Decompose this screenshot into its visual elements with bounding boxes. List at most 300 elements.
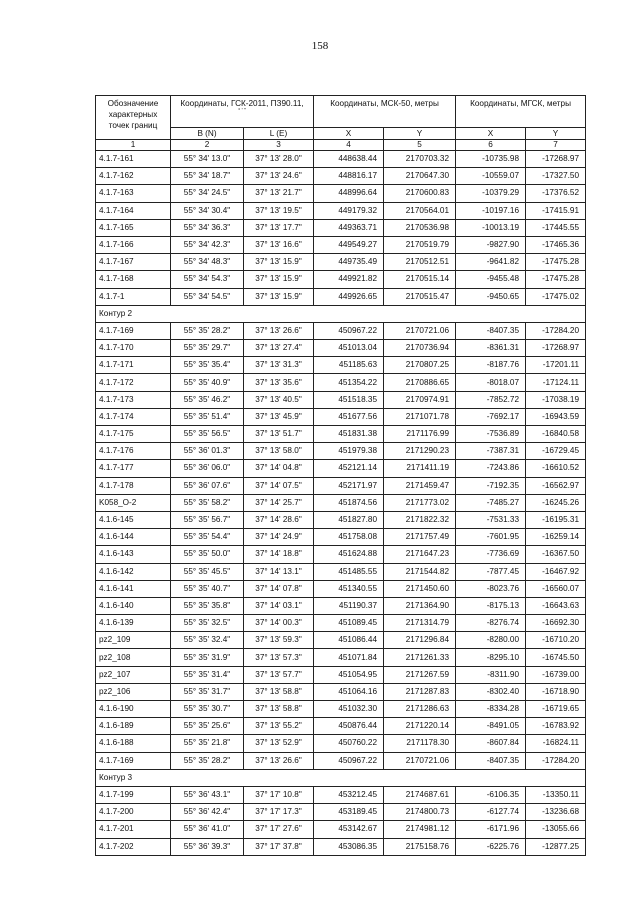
table-row: [96, 580, 586, 597]
msk-x-cell: 450967.22: [314, 752, 384, 769]
mgsk-x-cell: -6127.74: [456, 804, 526, 821]
msk-x-cell: 451874.56: [314, 494, 384, 511]
latitude-cell: 55° 35' 32.5": [171, 615, 244, 632]
header-point-designation: Обозначение характерных точек границ: [96, 96, 171, 140]
longitude-cell: 37° 13' 16.6": [244, 236, 314, 253]
longitude-cell: 37° 13' 45.9": [244, 408, 314, 425]
point-cell: 4.1.6-190: [96, 701, 171, 718]
longitude-cell: 37° 13' 26.6": [244, 322, 314, 339]
point-cell: 4.1.7-175: [96, 426, 171, 443]
table-row: [96, 683, 586, 700]
msk-y-cell: 2171178.30: [384, 735, 456, 752]
mgsk-y-cell: -17475.28: [526, 254, 586, 271]
latitude-cell: 55° 35' 40.9": [171, 374, 244, 391]
point-cell: 4.1.6-145: [96, 511, 171, 528]
table-header-row: [96, 96, 586, 128]
mgsk-x-cell: -9455.48: [456, 271, 526, 288]
msk-y-cell: 2170647.30: [384, 168, 456, 185]
table-row: [96, 477, 586, 494]
msk-y-cell: 2174800.73: [384, 804, 456, 821]
msk-x-cell: 451089.45: [314, 615, 384, 632]
msk-x-cell: 451831.38: [314, 426, 384, 443]
longitude-cell: 37° 13' 31.3": [244, 357, 314, 374]
msk-y-cell: 2171290.23: [384, 443, 456, 460]
table-row: [96, 236, 586, 253]
msk-y-cell: 2170519.79: [384, 236, 456, 253]
point-cell: 4.1.7-1: [96, 288, 171, 305]
msk-y-cell: 2171286.63: [384, 701, 456, 718]
mgsk-x-cell: -8491.05: [456, 718, 526, 735]
column-number: 3: [244, 140, 314, 151]
table-row: [96, 151, 586, 168]
mgsk-y-cell: -16245.26: [526, 494, 586, 511]
msk-x-cell: 451013.04: [314, 340, 384, 357]
latitude-cell: 55° 36' 07.6": [171, 477, 244, 494]
latitude-cell: 55° 34' 54.5": [171, 288, 244, 305]
point-cell: 4.1.7-163: [96, 185, 171, 202]
mgsk-y-cell: -16195.31: [526, 511, 586, 528]
mgsk-y-cell: -16739.00: [526, 666, 586, 683]
mgsk-y-cell: -17415.91: [526, 202, 586, 219]
latitude-cell: 55° 35' 30.7": [171, 701, 244, 718]
mgsk-x-cell: -8407.35: [456, 322, 526, 339]
column-number-row: [96, 140, 586, 151]
table-row: [96, 529, 586, 546]
point-cell: K058_O-2: [96, 494, 171, 511]
header-gsk-units: ° ' ": [238, 108, 246, 114]
msk-y-cell: 2170703.32: [384, 151, 456, 168]
mgsk-x-cell: -6106.35: [456, 786, 526, 803]
latitude-cell: 55° 36' 41.0": [171, 821, 244, 838]
subheader-l: L (E): [244, 128, 314, 140]
msk-y-cell: 2171450.60: [384, 580, 456, 597]
mgsk-x-cell: -7852.72: [456, 391, 526, 408]
table-row: [96, 752, 586, 769]
msk-y-cell: 2171411.19: [384, 460, 456, 477]
latitude-cell: 55° 35' 28.2": [171, 752, 244, 769]
coordinates-table: [95, 95, 586, 856]
latitude-cell: 55° 35' 56.5": [171, 426, 244, 443]
msk-y-cell: 2171822.32: [384, 511, 456, 528]
mgsk-x-cell: -8187.76: [456, 357, 526, 374]
latitude-cell: 55° 35' 40.7": [171, 580, 244, 597]
table-row: [96, 408, 586, 425]
msk-x-cell: 451086.44: [314, 632, 384, 649]
longitude-cell: 37° 13' 26.6": [244, 752, 314, 769]
longitude-cell: 37° 17' 17.3": [244, 804, 314, 821]
point-cell: 4.1.7-168: [96, 271, 171, 288]
mgsk-y-cell: -16710.20: [526, 632, 586, 649]
mgsk-x-cell: -7736.69: [456, 546, 526, 563]
longitude-cell: 37° 14' 28.6": [244, 511, 314, 528]
longitude-cell: 37° 14' 00.3": [244, 615, 314, 632]
table-row: [96, 494, 586, 511]
mgsk-x-cell: -10559.07: [456, 168, 526, 185]
msk-x-cell: 451054.95: [314, 666, 384, 683]
msk-y-cell: 2170512.51: [384, 254, 456, 271]
longitude-cell: 37° 13' 35.6": [244, 374, 314, 391]
longitude-cell: 37° 13' 17.7": [244, 219, 314, 236]
msk-y-cell: 2171544.82: [384, 563, 456, 580]
mgsk-x-cell: -8276.74: [456, 615, 526, 632]
header-gsk-title: Координаты, ГСК-2011, ПЗ90.11,: [180, 99, 304, 108]
longitude-cell: 37° 14' 07.8": [244, 580, 314, 597]
latitude-cell: 55° 35' 54.4": [171, 529, 244, 546]
mgsk-x-cell: -8607.84: [456, 735, 526, 752]
mgsk-y-cell: -16718.90: [526, 683, 586, 700]
msk-y-cell: 2171287.83: [384, 683, 456, 700]
point-cell: pz2_106: [96, 683, 171, 700]
point-cell: 4.1.6-141: [96, 580, 171, 597]
mgsk-y-cell: -16259.14: [526, 529, 586, 546]
latitude-cell: 55° 35' 50.0": [171, 546, 244, 563]
point-cell: pz2_109: [96, 632, 171, 649]
longitude-cell: 37° 13' 58.0": [244, 443, 314, 460]
msk-x-cell: 448996.64: [314, 185, 384, 202]
latitude-cell: 55° 34' 36.3": [171, 219, 244, 236]
mgsk-x-cell: -8407.35: [456, 752, 526, 769]
mgsk-x-cell: -10735.98: [456, 151, 526, 168]
point-cell: 4.1.6-144: [96, 529, 171, 546]
latitude-cell: 55° 35' 45.5": [171, 563, 244, 580]
section-row: [96, 769, 586, 786]
point-cell: 4.1.7-178: [96, 477, 171, 494]
table-row: [96, 288, 586, 305]
point-cell: 4.1.7-169: [96, 752, 171, 769]
mgsk-x-cell: -10379.29: [456, 185, 526, 202]
msk-x-cell: 450876.44: [314, 718, 384, 735]
mgsk-x-cell: -7601.95: [456, 529, 526, 546]
msk-y-cell: 2175158.76: [384, 838, 456, 855]
point-cell: 4.1.6-188: [96, 735, 171, 752]
mgsk-x-cell: -8018.07: [456, 374, 526, 391]
msk-y-cell: 2170886.65: [384, 374, 456, 391]
msk-x-cell: 448816.17: [314, 168, 384, 185]
point-cell: 4.1.7-164: [96, 202, 171, 219]
longitude-cell: 37° 13' 58.8": [244, 701, 314, 718]
point-cell: 4.1.6-142: [96, 563, 171, 580]
longitude-cell: 37° 13' 27.4": [244, 340, 314, 357]
msk-x-cell: 451624.88: [314, 546, 384, 563]
mgsk-y-cell: -17284.20: [526, 752, 586, 769]
latitude-cell: 55° 35' 29.7": [171, 340, 244, 357]
mgsk-y-cell: -16562.97: [526, 477, 586, 494]
longitude-cell: 37° 13' 52.9": [244, 735, 314, 752]
latitude-cell: 55° 36' 06.0": [171, 460, 244, 477]
msk-x-cell: 452121.14: [314, 460, 384, 477]
mgsk-x-cell: -7877.45: [456, 563, 526, 580]
column-number: 2: [171, 140, 244, 151]
longitude-cell: 37° 14' 03.1": [244, 597, 314, 614]
longitude-cell: 37° 14' 25.7": [244, 494, 314, 511]
msk-x-cell: 449179.32: [314, 202, 384, 219]
latitude-cell: 55° 35' 32.4": [171, 632, 244, 649]
longitude-cell: 37° 13' 19.5": [244, 202, 314, 219]
column-number: 6: [456, 140, 526, 151]
mgsk-y-cell: -17376.52: [526, 185, 586, 202]
longitude-cell: 37° 14' 18.8": [244, 546, 314, 563]
mgsk-x-cell: -10197.16: [456, 202, 526, 219]
msk-x-cell: 451185.63: [314, 357, 384, 374]
latitude-cell: 55° 35' 25.6": [171, 718, 244, 735]
point-cell: 4.1.6-143: [96, 546, 171, 563]
longitude-cell: 37° 17' 27.6": [244, 821, 314, 838]
mgsk-x-cell: -8361.31: [456, 340, 526, 357]
msk-x-cell: 451032.30: [314, 701, 384, 718]
table-row: [96, 563, 586, 580]
msk-x-cell: 449549.27: [314, 236, 384, 253]
latitude-cell: 55° 35' 31.7": [171, 683, 244, 700]
point-cell: 4.1.7-170: [96, 340, 171, 357]
latitude-cell: 55° 36' 42.4": [171, 804, 244, 821]
msk-x-cell: 449363.71: [314, 219, 384, 236]
table-row: [96, 649, 586, 666]
mgsk-y-cell: -13236.68: [526, 804, 586, 821]
table-row: [96, 219, 586, 236]
msk-y-cell: 2171773.02: [384, 494, 456, 511]
point-cell: pz2_107: [96, 666, 171, 683]
table-row: [96, 838, 586, 855]
msk-x-cell: 451071.84: [314, 649, 384, 666]
msk-y-cell: 2170515.14: [384, 271, 456, 288]
msk-x-cell: 449735.49: [314, 254, 384, 271]
longitude-cell: 37° 13' 24.6": [244, 168, 314, 185]
mgsk-x-cell: -8311.90: [456, 666, 526, 683]
msk-x-cell: 451064.16: [314, 683, 384, 700]
msk-y-cell: 2171296.84: [384, 632, 456, 649]
point-cell: 4.1.7-165: [96, 219, 171, 236]
mgsk-y-cell: -16719.65: [526, 701, 586, 718]
point-cell: 4.1.6-140: [96, 597, 171, 614]
table-row: [96, 666, 586, 683]
mgsk-x-cell: -8334.28: [456, 701, 526, 718]
table-row: [96, 718, 586, 735]
mgsk-y-cell: -17327.50: [526, 168, 586, 185]
mgsk-x-cell: -8302.40: [456, 683, 526, 700]
mgsk-x-cell: -7192.35: [456, 477, 526, 494]
msk-y-cell: 2174981.12: [384, 821, 456, 838]
mgsk-y-cell: -16943.59: [526, 408, 586, 425]
msk-x-cell: 450760.22: [314, 735, 384, 752]
mgsk-y-cell: -16560.07: [526, 580, 586, 597]
mgsk-y-cell: -17475.28: [526, 271, 586, 288]
table-row: [96, 254, 586, 271]
table-row: [96, 443, 586, 460]
msk-x-cell: 449921.82: [314, 271, 384, 288]
longitude-cell: 37° 14' 24.9": [244, 529, 314, 546]
column-number: 7: [526, 140, 586, 151]
mgsk-x-cell: -8280.00: [456, 632, 526, 649]
latitude-cell: 55° 34' 18.7": [171, 168, 244, 185]
column-number: 4: [314, 140, 384, 151]
mgsk-x-cell: -6171.96: [456, 821, 526, 838]
point-cell: 4.1.7-176: [96, 443, 171, 460]
msk-y-cell: 2174687.61: [384, 786, 456, 803]
mgsk-y-cell: -13350.11: [526, 786, 586, 803]
mgsk-y-cell: -17475.02: [526, 288, 586, 305]
point-cell: 4.1.7-161: [96, 151, 171, 168]
mgsk-x-cell: -7387.31: [456, 443, 526, 460]
point-cell: 4.1.7-199: [96, 786, 171, 803]
msk-x-cell: 451354.22: [314, 374, 384, 391]
longitude-cell: 37° 13' 15.9": [244, 271, 314, 288]
table-row: [96, 615, 586, 632]
latitude-cell: 55° 34' 13.0": [171, 151, 244, 168]
longitude-cell: 37° 13' 15.9": [244, 254, 314, 271]
subheader-msk-y: Y: [384, 128, 456, 140]
table-row: [96, 511, 586, 528]
point-cell: 4.1.7-172: [96, 374, 171, 391]
point-cell: 4.1.7-173: [96, 391, 171, 408]
mgsk-y-cell: -16367.50: [526, 546, 586, 563]
table-row: [96, 597, 586, 614]
mgsk-x-cell: -7531.33: [456, 511, 526, 528]
table-row: [96, 357, 586, 374]
table-row: [96, 804, 586, 821]
latitude-cell: 55° 35' 46.2": [171, 391, 244, 408]
mgsk-x-cell: -9450.65: [456, 288, 526, 305]
table-row: [96, 168, 586, 185]
section-title: Контур 2: [96, 305, 586, 322]
msk-y-cell: 2171261.33: [384, 649, 456, 666]
table-row: [96, 271, 586, 288]
mgsk-y-cell: -16643.63: [526, 597, 586, 614]
longitude-cell: 37° 13' 57.7": [244, 666, 314, 683]
longitude-cell: 37° 13' 15.9": [244, 288, 314, 305]
longitude-cell: 37° 13' 58.8": [244, 683, 314, 700]
mgsk-y-cell: -16745.50: [526, 649, 586, 666]
mgsk-x-cell: -7485.27: [456, 494, 526, 511]
longitude-cell: 37° 13' 57.3": [244, 649, 314, 666]
msk-y-cell: 2170600.83: [384, 185, 456, 202]
longitude-cell: 37° 13' 55.2": [244, 718, 314, 735]
subheader-msk-x: X: [314, 128, 384, 140]
msk-x-cell: 451190.37: [314, 597, 384, 614]
table-row: [96, 460, 586, 477]
mgsk-y-cell: -12877.25: [526, 838, 586, 855]
msk-x-cell: 448638.44: [314, 151, 384, 168]
point-cell: pz2_108: [96, 649, 171, 666]
msk-y-cell: 2171364.90: [384, 597, 456, 614]
point-cell: 4.1.7-201: [96, 821, 171, 838]
section-title: Контур 3: [96, 769, 586, 786]
point-cell: 4.1.7-202: [96, 838, 171, 855]
mgsk-y-cell: -16840.58: [526, 426, 586, 443]
msk-x-cell: 451677.56: [314, 408, 384, 425]
mgsk-y-cell: -17038.19: [526, 391, 586, 408]
longitude-cell: 37° 13' 28.0": [244, 151, 314, 168]
msk-y-cell: 2170721.06: [384, 752, 456, 769]
point-cell: 4.1.7-200: [96, 804, 171, 821]
latitude-cell: 55° 36' 39.3": [171, 838, 244, 855]
latitude-cell: 55° 35' 56.7": [171, 511, 244, 528]
mgsk-y-cell: -17465.36: [526, 236, 586, 253]
mgsk-x-cell: -8023.76: [456, 580, 526, 597]
mgsk-x-cell: -6225.76: [456, 838, 526, 855]
latitude-cell: 55° 34' 24.5": [171, 185, 244, 202]
table-row: [96, 202, 586, 219]
mgsk-x-cell: -9641.82: [456, 254, 526, 271]
msk-y-cell: 2170515.47: [384, 288, 456, 305]
table-row: [96, 546, 586, 563]
msk-x-cell: 452171.97: [314, 477, 384, 494]
point-cell: 4.1.7-162: [96, 168, 171, 185]
point-cell: 4.1.7-171: [96, 357, 171, 374]
msk-y-cell: 2171314.79: [384, 615, 456, 632]
mgsk-x-cell: -7243.86: [456, 460, 526, 477]
point-cell: 4.1.7-177: [96, 460, 171, 477]
mgsk-y-cell: -17201.11: [526, 357, 586, 374]
msk-x-cell: 451485.55: [314, 563, 384, 580]
table-row: [96, 391, 586, 408]
subheader-mgsk-y: Y: [526, 128, 586, 140]
point-cell: 4.1.6-139: [96, 615, 171, 632]
column-number: 1: [96, 140, 171, 151]
subheader-mgsk-x: X: [456, 128, 526, 140]
header-msk-coordinates: Координаты, МСК-50, метры: [314, 96, 456, 128]
latitude-cell: 55° 34' 48.3": [171, 254, 244, 271]
mgsk-y-cell: -16610.52: [526, 460, 586, 477]
mgsk-y-cell: -17445.55: [526, 219, 586, 236]
msk-y-cell: 2171176.99: [384, 426, 456, 443]
point-cell: 4.1.7-169: [96, 322, 171, 339]
page-number: 158: [311, 40, 329, 52]
msk-x-cell: 453086.35: [314, 838, 384, 855]
point-cell: 4.1.7-166: [96, 236, 171, 253]
latitude-cell: 55° 34' 54.3": [171, 271, 244, 288]
table-row: [96, 340, 586, 357]
mgsk-y-cell: -13055.66: [526, 821, 586, 838]
section-row: [96, 305, 586, 322]
table-row: [96, 821, 586, 838]
mgsk-x-cell: -10013.19: [456, 219, 526, 236]
table-row: [96, 735, 586, 752]
longitude-cell: 37° 13' 40.5": [244, 391, 314, 408]
longitude-cell: 37° 17' 10.8": [244, 786, 314, 803]
longitude-cell: 37° 13' 51.7": [244, 426, 314, 443]
table-row: [96, 374, 586, 391]
latitude-cell: 55° 35' 31.9": [171, 649, 244, 666]
msk-y-cell: 2170974.91: [384, 391, 456, 408]
mgsk-x-cell: -8295.10: [456, 649, 526, 666]
mgsk-y-cell: -16692.30: [526, 615, 586, 632]
mgsk-y-cell: -16729.45: [526, 443, 586, 460]
msk-x-cell: 453189.45: [314, 804, 384, 821]
mgsk-x-cell: -9827.90: [456, 236, 526, 253]
msk-y-cell: 2170736.94: [384, 340, 456, 357]
latitude-cell: 55° 35' 58.2": [171, 494, 244, 511]
latitude-cell: 55° 35' 51.4": [171, 408, 244, 425]
msk-x-cell: 453212.45: [314, 786, 384, 803]
mgsk-y-cell: -16824.11: [526, 735, 586, 752]
table-row: [96, 426, 586, 443]
latitude-cell: 55° 35' 35.8": [171, 597, 244, 614]
msk-y-cell: 2171757.49: [384, 529, 456, 546]
latitude-cell: 55° 35' 28.2": [171, 322, 244, 339]
subheader-b: B (N): [171, 128, 244, 140]
longitude-cell: 37° 14' 13.1": [244, 563, 314, 580]
mgsk-y-cell: -17268.97: [526, 151, 586, 168]
msk-y-cell: 2170807.25: [384, 357, 456, 374]
table-body: [96, 151, 586, 856]
table-row: [96, 632, 586, 649]
longitude-cell: 37° 13' 21.7": [244, 185, 314, 202]
point-cell: 4.1.7-174: [96, 408, 171, 425]
table-row: [96, 786, 586, 803]
msk-y-cell: 2171647.23: [384, 546, 456, 563]
msk-x-cell: 451518.35: [314, 391, 384, 408]
mgsk-x-cell: -7692.17: [456, 408, 526, 425]
